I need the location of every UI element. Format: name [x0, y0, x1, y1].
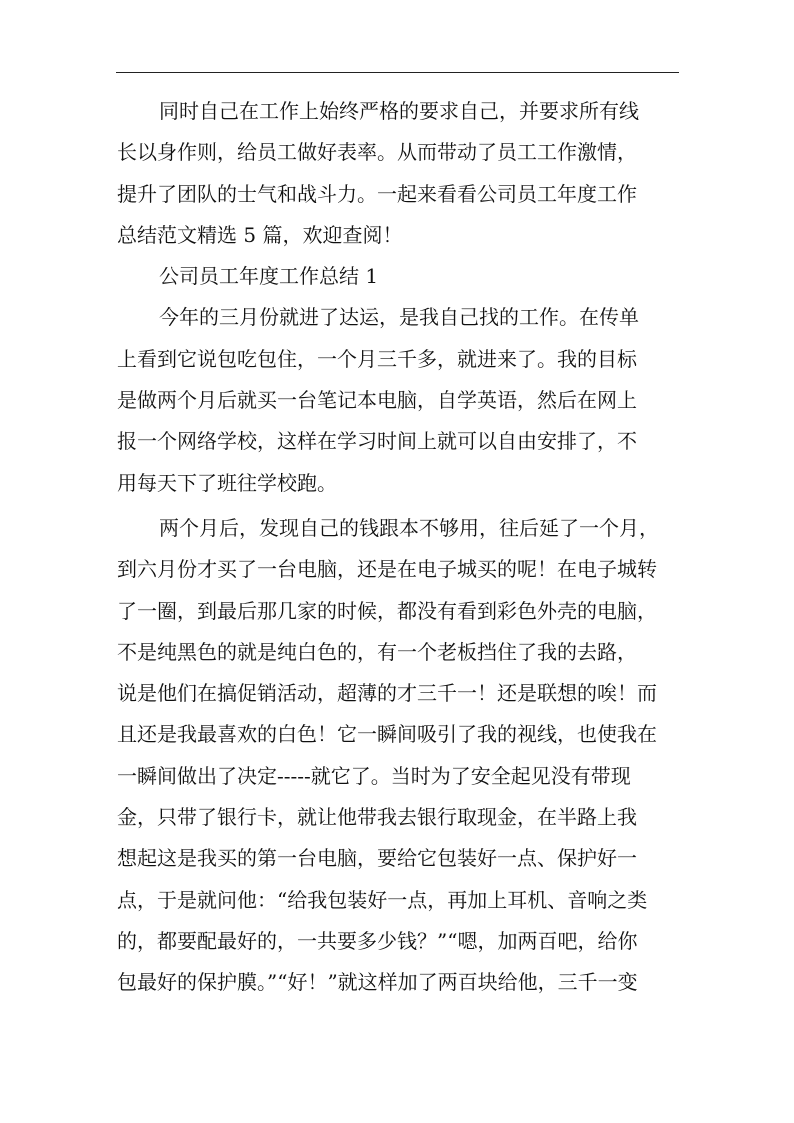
paragraph-line: 金，只带了银行卡，就让他带我去银行取现金，在半路上我: [117, 805, 637, 830]
header-rule: [116, 72, 679, 73]
paragraph-line: 到六月份才买了一台电脑，还是在电子城买的呢！在电子城转: [117, 557, 657, 582]
paragraph-line: 不是纯黑色的就是纯白色的，有一个老板挡住了我的去路，: [117, 639, 637, 664]
paragraph-line: 总结范文精选 5 篇，欢迎查阅！: [117, 222, 403, 247]
paragraph-line: 一瞬间做出了决定-----就它了。当时为了安全起见没有带现: [117, 763, 631, 788]
paragraph-line: 了一圈，到最后那几家的时候，都没有看到彩色外壳的电脑，: [117, 598, 657, 623]
paragraph-line: 想起这是我买的第一台电脑，要给它包装好一点、保护好一: [117, 846, 637, 871]
section-heading: 公司员工年度工作总结 1: [159, 264, 379, 289]
paragraph-line: 上看到它说包吃包住，一个月三千多，就进来了。我的目标: [117, 346, 637, 371]
paragraph-line: 点，于是就问他：“给我包装好一点，再加上耳机、音响之类: [117, 887, 648, 912]
paragraph-line: 同时自己在工作上始终严格的要求自己，并要求所有线: [159, 99, 639, 123]
paragraph-line: 长以身作则，给员工做好表率。从而带动了员工工作激情，: [117, 140, 637, 165]
paragraph-line: 今年的三月份就进了达运，是我自己找的工作。在传单: [159, 305, 639, 330]
paragraph-line: 说是他们在搞促销活动，超薄的才三千一！还是联想的唉！而: [117, 681, 657, 706]
document-body: [117, 91, 677, 1004]
paragraph-line: 两个月后，发现自己的钱跟本不够用，往后延了一个月，: [159, 515, 659, 540]
paragraph-line: 报一个网络学校，这样在学习时间上就可以自由安排了，不: [117, 429, 637, 454]
paragraph-line: 且还是我最喜欢的白色！它一瞬间吸引了我的视线，也使我在: [117, 722, 657, 747]
paragraph-line: 是做两个月后就买一台笔记本电脑，自学英语，然后在网上: [117, 388, 637, 413]
paragraph-line: 提升了团队的士气和战斗力。一起来看看公司员工年度工作: [117, 181, 637, 206]
paragraph-line: 的，都要配最好的，一共要多少钱？”“嗯，加两百吧，给你: [117, 928, 638, 953]
paragraph-line: 包最好的保护膜。”“好！”就这样加了两百块给他，三千一变: [117, 970, 638, 995]
paragraph-line: 用每天下了班往学校跑。: [117, 470, 337, 495]
